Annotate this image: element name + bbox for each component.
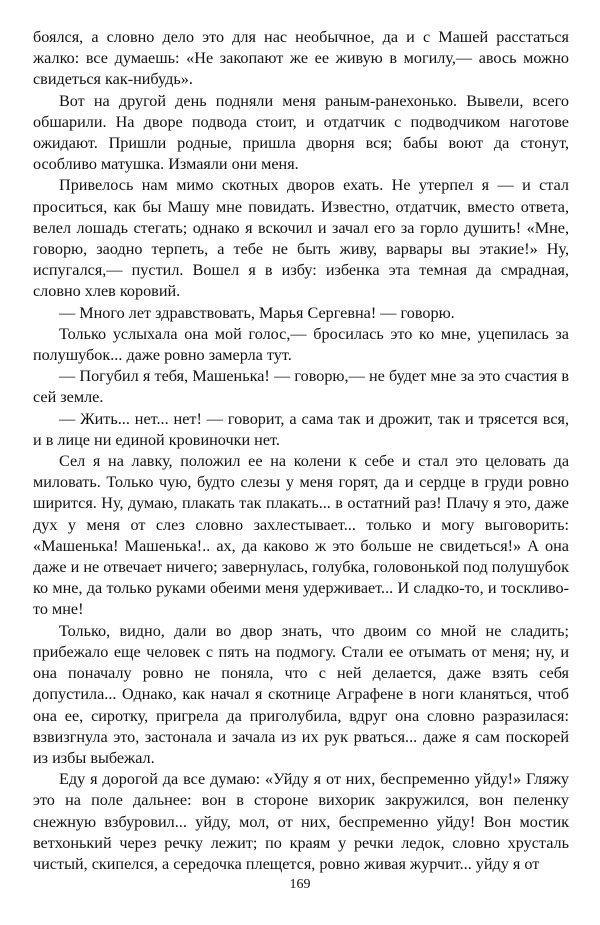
paragraph: Еду я дорогой да все думаю: «Уйду я от них, беспременно уйду!» Гляжу это на поле дальнее: вон в стороне вихорик закружился, вон пеленку снежную взбуровил... уйду, мол, от них, беспременно уйду! Вон мостик ветхонький через речку лежит; по краям у речки ледок, словно хрусталь чистый, скипелся, а середочка плещется, ровно живая журчит... уйду я от [33,770,569,873]
paragraph: Только услыхала она мой голос,— бросилась это ко мне, уцепилась за полушубок... даже ровно замерла тут. [33,324,569,365]
paragraph: Только, видно, дали во двор знать, что двоим со мной не сладить; прибежало еще человек с пять на подмогу. Стали ее отымать от меня; ну, и она поначалу ровно не поняла, что с ней делается, даже взять себя допустила... Однако, как начал я скотнице Аграфене в ноги кланяться, чтоб она ее, сиротку, пригрела да приголубила, вдруг она словно разразилася: взвизгнула это, застонала и зачала из их рук рваться... даже я сам поскорей из избы выбежал. [33,621,569,767]
paragraph: — Погубил я тебя, Машенька! — говорю,— не будет мне за это счастия в сей земле. [33,367,569,407]
paragraph: Сел я на лавку, положил ее на колени к себе и стал это целовать да миловать. Только чую, будто слезы у меня горят, да и сердце в груди ровно ширится. Ну, думаю, плакать так плакать... в остатний раз! Плачу я это, даже дух у меня от слез словно захлестывает... только и могу выговорить: «Машенька! Машенька!.. ах, да каково ж это больше не свидеться!» А она даже и не отвечает ничего; завернулась, голубка, головонькой под полушубок ко мне, да только руками обеими меня удерживает... И сладко-то, и тоскливо-то мне! [33,452,569,619]
paragraph: Вот на другой день подняли меня раным-ранехонько. Вывели, всего обшарили. На дворе подвода стоит, и отдатчик с подводчиком наготове ожидают. Пришли родные, пришла дворня вся; бабы воют да стонут, особливо матушка. Измаяли они меня. [33,91,569,174]
page-body [33,27,569,875]
paragraph: — Жить... нет... нет! — говорит, а сама так и дрожит, так и трясется вся, и в лице ни единой кровиночки нет. [33,409,569,449]
paragraph: — Много лет здравствовать, Марья Сергевна! — говорю. [59,303,455,322]
page-number: 169 [289,877,311,892]
paragraph: боялся, а словно дело это для нас необычное, да и с Машей расстаться жалко: все думаешь: «Не закопают же ее живую в могилу,— авось можно свидеться как-нибудь». [33,28,569,89]
paragraph: Привелось нам мимо скотных дворов ехать. Не утерпел я — и стал проситься, как бы Машу мне повидать. Известно, отдатчик, вместо ответа, велел лошадь стегать; однако я вскочил и зачал его за горло душить! «Мне, говорю, заодно терпеть, а тебе не быть живу, варвары вы этакие!» Ну, испугался,— пустил. Вошел я в избу: избенка эта темная да смрадная, словно хлев коровий. [33,176,569,301]
